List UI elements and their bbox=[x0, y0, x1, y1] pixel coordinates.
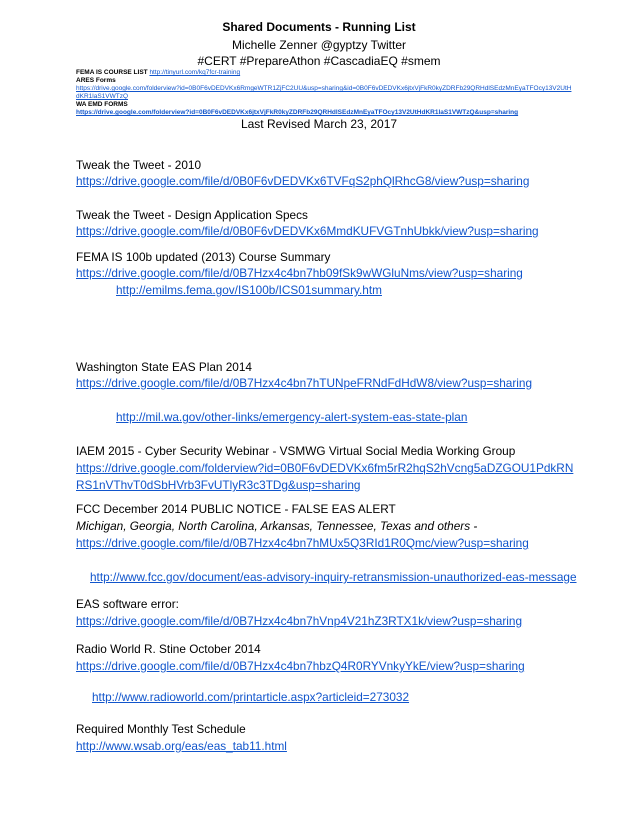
entry-secondary-link[interactable]: http://mil.wa.gov/other-links/emergency-alert-system-eas-state-plan bbox=[116, 410, 468, 424]
entry-title: IAEM 2015 - Cyber Security Webinar - VSMWG Virtual Social Media Working Group bbox=[76, 444, 516, 458]
ares-forms-link-cont[interactable]: dKR1laS1VWTzQ bbox=[76, 93, 129, 100]
entry-title: Tweak the Tweet - Design Application Specs bbox=[76, 208, 308, 222]
entry-secondary-link[interactable]: http://www.radioworld.com/printarticle.aspx?articleid=273032 bbox=[92, 690, 410, 704]
entry-title: Washington State EAS Plan 2014 bbox=[76, 360, 252, 374]
entry-title: EAS software error: bbox=[76, 597, 179, 611]
entry-link-cont[interactable]: RS1nVThvT0dSbHVrb3FvUTlyR3c3TDg&usp=sharing bbox=[76, 478, 361, 492]
entry-secondary-link[interactable]: http://emilms.fema.gov/IS100b/ICS01summary.htm bbox=[116, 283, 382, 297]
entry-link[interactable]: https://drive.google.com/file/d/0B0F6vDEDVKx6MmdKUFVGTnhUbkk/view?usp=sharing bbox=[76, 224, 539, 238]
author-line: Michelle Zenner @gyptzy Twitter bbox=[231, 38, 407, 52]
fema-course-list-label: FEMA IS COURSE LIST bbox=[76, 69, 148, 76]
last-revised: Last Revised March 23, 2017 bbox=[240, 117, 398, 131]
entry-link[interactable]: https://drive.google.com/file/d/0B7Hzx4c4bn7hVnp4V21hZ3RTX1k/view?usp=sharing bbox=[76, 614, 523, 628]
entry-link[interactable]: https://drive.google.com/file/d/0B0F6vDEDVKx6TVFqS2phQlRhcG8/view?usp=sharing bbox=[76, 174, 530, 188]
entry-title: FCC December 2014 PUBLIC NOTICE - FALSE EAS ALERT bbox=[76, 502, 396, 516]
entry-title: Radio World R. Stine October 2014 bbox=[76, 642, 261, 656]
entry-states: Michigan, Georgia, North Carolina, Arkansas, Tennessee, Texas and others - bbox=[76, 519, 478, 533]
wa-emd-forms-link[interactable]: https://drive.google.com/folderview?id=0B0F6vDEDVKx6jtxVjFkR0kyZDRFb29QRHdlSEdzMnEyaTFOcy13V2UtHdKR1laS1VWTzQ&usp=sharing bbox=[76, 109, 519, 116]
entry-link[interactable]: https://drive.google.com/file/d/0B7Hzx4c4bn7hbzQ4R0RYVnkyYkE/view?usp=sharing bbox=[76, 659, 525, 673]
fema-course-list-link[interactable]: http://tinyurl.com/kq7fcr-training bbox=[149, 69, 241, 76]
entry-link[interactable]: https://drive.google.com/file/d/0B7Hzx4c4bn7hTUNpeFRNdFdHdW8/view?usp=sharing bbox=[76, 376, 533, 390]
entry-link[interactable]: https://drive.google.com/file/d/0B7Hzx4c4bn7hb09fSk9wWGluNms/view?usp=sharing bbox=[76, 266, 523, 280]
entry-title: Tweak the Tweet - 2010 bbox=[76, 158, 202, 172]
entry-title: FEMA IS 100b updated (2013) Course Summary bbox=[76, 250, 331, 264]
wa-emd-forms-link-line bbox=[76, 109, 518, 117]
document-title: Shared Documents - Running List bbox=[222, 20, 416, 34]
fema-course-list-line bbox=[76, 69, 240, 77]
ares-forms-label: ARES Forms bbox=[76, 77, 116, 84]
entry-link[interactable]: https://drive.google.com/folderview?id=0B0F6vDEDVKx6fm5rR2hqS2hVcng5aDZGOU1PdkRN bbox=[76, 461, 574, 475]
wa-emd-forms-label: WA EMD FORMS bbox=[76, 101, 128, 108]
entry-link[interactable]: https://drive.google.com/file/d/0B7Hzx4c4bn7hMUx5Q3RId1R0Qmc/view?usp=sharing bbox=[76, 536, 529, 550]
ares-forms-link[interactable]: https://drive.google.com/folderview?id=0B0F6vDEDVKx6RmgeWTR1ZjFC2UU&usp=sharing&id=0B0F6vDEDVKx6jtxVjFkR0kyZDRFb29QRHdlSEdzMnEyaTFOcy13V2UtH bbox=[76, 85, 572, 92]
entry-secondary-link[interactable]: http://www.fcc.gov/document/eas-advisory-inquiry-retransmission-unauthorized-eas-message bbox=[90, 570, 577, 584]
entry-title: Required Monthly Test Schedule bbox=[76, 722, 246, 736]
entry-link[interactable]: http://www.wsab.org/eas/eas_tab11.html bbox=[76, 739, 287, 753]
ares-forms-link-line2 bbox=[76, 93, 128, 101]
hashtags-line: #CERT #PrepareAthon #CascadiaEQ #smem bbox=[197, 54, 441, 68]
ares-forms-link-line1 bbox=[76, 85, 571, 93]
